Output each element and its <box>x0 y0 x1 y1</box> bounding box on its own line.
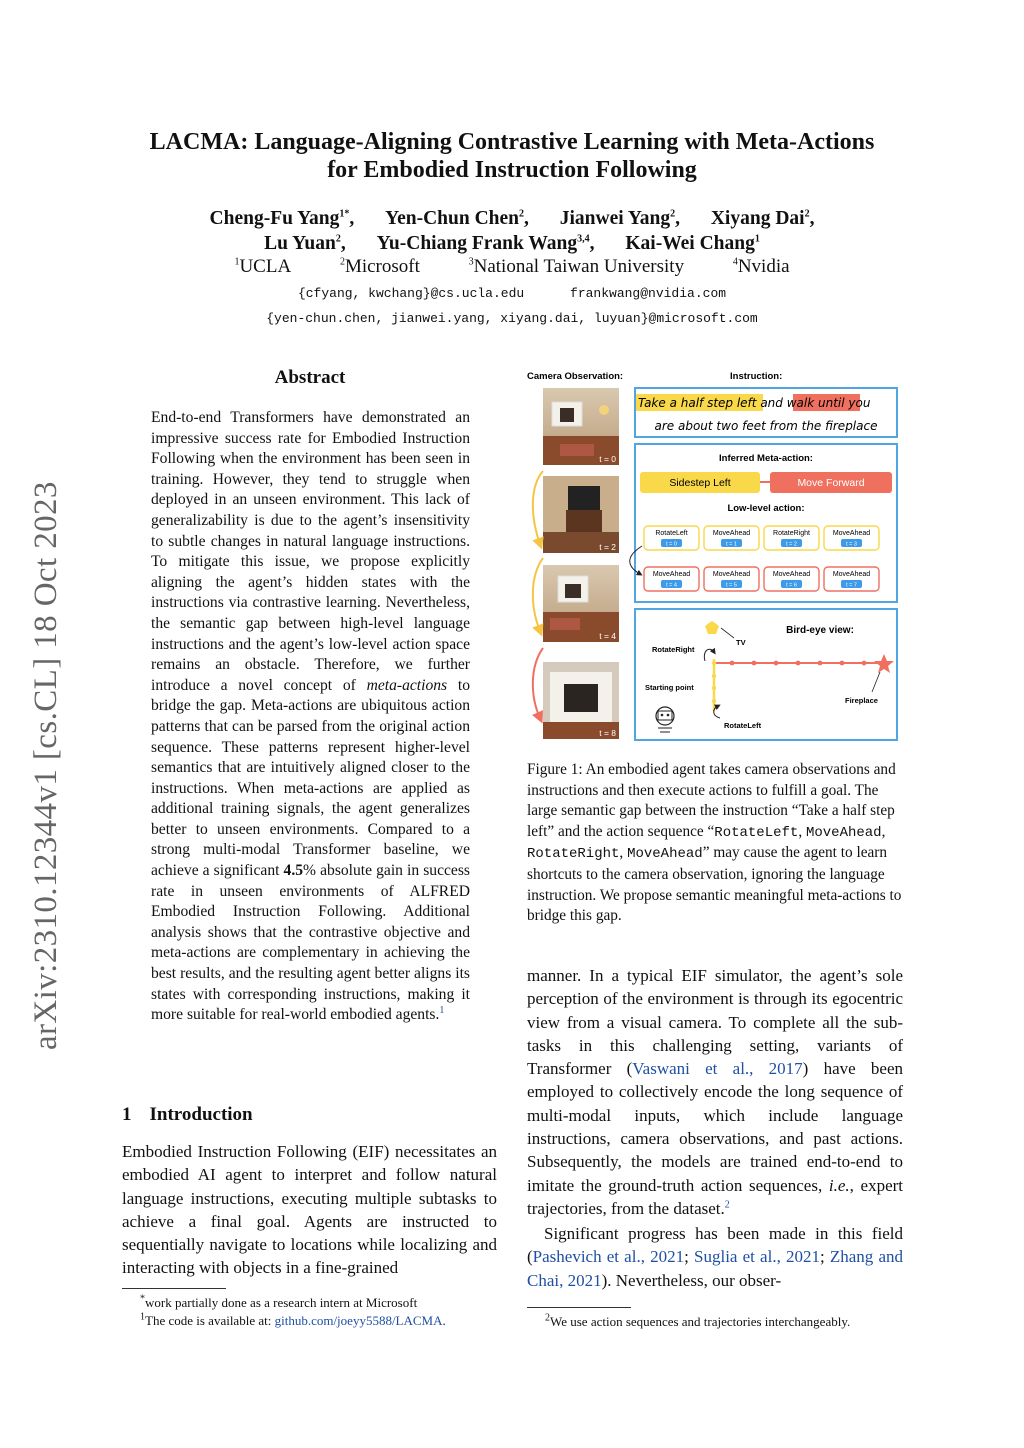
time-tag-label: t = 3 <box>846 541 857 548</box>
low-level-action-label: MoveAhead <box>832 530 871 537</box>
path-dot <box>774 661 779 666</box>
citation[interactable]: Suglia et al., 2021 <box>694 1247 820 1267</box>
path-dot <box>712 661 716 665</box>
author: Lu Yuan$^2$, <box>264 233 346 254</box>
figure-1 <box>522 366 904 746</box>
low-level-action-label: RotateRight <box>773 530 810 537</box>
path-dot <box>712 699 716 703</box>
right-paragraph-2: Significant progress has been made in this field (Pashevich et al., 2021; Suglia et al., 2021; Zhang and Chai, 2021). Nevertheless, our obser- <box>527 1224 904 1290</box>
affiliations <box>0 256 1024 278</box>
low-level-action-label: MoveAhead <box>652 571 691 578</box>
affiliation: $^4$Nvidia <box>732 256 790 277</box>
low-level-action-label: MoveAhead <box>832 571 871 578</box>
path-dot <box>712 674 716 678</box>
meta-label: Move Forward <box>797 477 865 489</box>
author: Yen-Chun Chen$^2$, <box>385 208 529 229</box>
camera-frame-2 <box>543 476 619 553</box>
birdeye-box <box>635 609 897 740</box>
time-tag-label: t = 1 <box>726 541 737 548</box>
path-dot <box>840 661 845 666</box>
citation[interactable]: Vaswani et al., 2017 <box>632 1059 803 1079</box>
email-line-2: {yen-chun.chen, jianwei.yang, xiyang.dai, luyuan}@microsoft.com <box>266 311 758 326</box>
title-line-1: LACMA: Language-Aligning Contrastive Learning with Meta-Actions <box>149 129 875 155</box>
path-dot <box>818 661 823 666</box>
author: Yu-Chiang Frank Wang$^{3,4}$, <box>376 233 595 254</box>
intro-text: Embodied Instruction Following (EIF) necessitates an embodied AI agent to interpret and follow natural language instructions, executing multiple subtasks to achieve a final goal. Agents are instructed to sequentially navigate to locations while localizing and interacting with objects in a fine-grained <box>122 1142 497 1278</box>
citation[interactable]: Pashevich et al., 2021 <box>532 1247 685 1267</box>
instruction-line-2: are about two feet from the fireplace <box>654 419 878 433</box>
instruction-label: Instruction: <box>730 371 783 382</box>
camera-frame-0 <box>543 388 619 465</box>
author: Jianwei Yang$^2$, <box>559 208 680 229</box>
affiliation: $^3$National Taiwan University <box>468 256 685 277</box>
footnote-right: $^2$We use action sequences and trajectories interchangeably. <box>545 1312 851 1329</box>
intro-heading: 1 Introduction <box>122 1104 253 1125</box>
time-tag-label: t = 7 <box>846 582 857 589</box>
meta-label: Sidestep Left <box>669 477 731 489</box>
citation[interactable]: Zhang and Chai, 2021 <box>527 1247 904 1290</box>
time-tag-label: t = 4 <box>666 582 677 589</box>
time-tag-label: t = 6 <box>786 582 797 589</box>
figure-caption: Figure 1: An embodied agent takes camera observations and instructions and then execute actions to fulfill a goal. The large semantic gap between the instruction “Take a half step left” and the action sequence “RotateLeft, MoveAhead, RotateRight, MoveAhead” may cause the agent to learn shortcuts to the camera observation, ignoring the language instruction. We propose semantic meaningful meta-actions to bridge this gap. <box>527 761 902 925</box>
robot-icon <box>656 707 674 732</box>
email-nvidia: frankwang@nvidia.com <box>570 286 727 301</box>
author: Xiyang Dai$^2$, <box>710 208 815 229</box>
rotate-left-label: RotateLeft <box>724 721 762 730</box>
footnote-2: $^1$The code is available at: github.com/joeyy5588/LACMA. <box>140 1311 446 1328</box>
time-tag-label: t = 2 <box>786 541 797 548</box>
low-level-action-label: MoveAhead <box>712 530 751 537</box>
frame-arrow <box>533 648 543 718</box>
author-line-1 <box>0 207 1024 231</box>
rotate-right-label: RotateRight <box>652 645 695 654</box>
path-dot <box>796 661 801 666</box>
frame-time: t = 4 <box>599 631 616 641</box>
email-line-1 <box>0 286 1024 301</box>
path-dot <box>752 661 757 666</box>
path-dot <box>730 661 735 666</box>
footnote-rule <box>122 1288 226 1289</box>
email-ucla: {cfyang, kwchang}@cs.ucla.edu <box>297 286 525 301</box>
path-dot <box>862 661 867 666</box>
right-paragraph-1: manner. In a typical EIF simulator, the agent’s sole perception of the environment is through its egocentric view from a visual camera. To complete all the sub-tasks in this challenging setting, variants of Transformer (Vaswani et al., 2017) have been employed to collectively encode the long sequence of multi-modal inputs, which include language instructions, camera observations, and past actions. Subsequently, the models are trained end-to-end to imitate the ground-truth action sequences, i.e., expert trajectories, from the dataset.$^2$ <box>527 966 904 1218</box>
meta-title: Inferred Meta-action: <box>719 453 813 464</box>
low-level-action-label: MoveAhead <box>772 571 811 578</box>
affiliation: $^1$UCLA <box>234 256 292 277</box>
author: Kai-Wei Chang$^1$ <box>625 233 760 254</box>
paper-title <box>0 128 1024 184</box>
frame-time: t = 8 <box>599 728 616 738</box>
title-line-2: for Embodied Instruction Following <box>327 157 697 183</box>
low-level-action-label: RotateLeft <box>655 530 688 537</box>
author: Cheng-Fu Yang$^{1*}$, <box>209 208 355 229</box>
tv-label: TV <box>736 638 746 647</box>
arxiv-sidebar: arXiv:2310.12344v1 [cs.CL] 18 Oct 2023 <box>28 481 64 1050</box>
code-link[interactable]: github.com/joeyy5588/LACMA <box>274 1313 443 1328</box>
frame-time: t = 0 <box>599 454 616 464</box>
frame-time: t = 2 <box>599 542 616 552</box>
affiliation: $^2$Microsoft <box>339 256 420 277</box>
footnote-1: *work partially done as a research intern at Microsoft <box>140 1293 418 1310</box>
camera-label: Camera Observation: <box>527 371 624 382</box>
instruction-text: Take a half step left and walk until you <box>638 396 871 410</box>
birdeye-title: Bird-eye view: <box>786 625 854 636</box>
time-tag-label: t = 0 <box>666 541 677 548</box>
frame-arrow <box>533 558 543 631</box>
abstract-heading: Abstract <box>274 367 346 388</box>
camera-frame-4 <box>543 565 619 642</box>
frame-arrow <box>533 471 543 544</box>
author-line-2 <box>0 232 1024 256</box>
camera-frame-8 <box>543 662 619 739</box>
path-dot <box>712 686 716 690</box>
starting-point-label: Starting point <box>645 683 694 692</box>
fireplace-label: Fireplace <box>845 696 878 705</box>
low-level-action-label: MoveAhead <box>712 571 751 578</box>
low-title: Low-level action: <box>727 503 805 514</box>
footnote-rule-right <box>527 1307 631 1308</box>
abstract-text: End-to-end Transformers have demonstrated an impressive success rate for Embodied Instruction Following when the environment has been seen in training. However, they tend to struggle when deployed in an unseen environment. This lack of generalizability is due to the agent’s insensitivity to subtle changes in natural language instructions. To mitigate this issue, we propose explicitly aligning the agent’s hidden states with the instructions via contrastive learning. Nevertheless, the semantic gap between high-level language instructions and the agent’s low-level action space remains an obstacle. Therefore, we further introduce a novel concept of meta-actions to bridge the gap. Meta-actions are ubiquitous action patterns that can be parsed from the original action sequence. These patterns represent higher-level semantics that are intuitively aligned closer to the instructions. When meta-actions are applied as additional training signals, the agent generalizes better to unseen environments. Compared to a strong multi-modal Transformer baseline, we achieve a significant 4.5% absolute gain in success rate in unseen environments of ALFRED Embodied Instruction Following. Additional analysis shows that the contrastive objective and meta-actions are complementary in achieving the best results, and the resulting agent better aligns its states with corresponding instructions, making it more suitable for real-world embodied agents.$^1$ <box>151 409 470 1024</box>
time-tag-label: t = 5 <box>726 582 737 589</box>
